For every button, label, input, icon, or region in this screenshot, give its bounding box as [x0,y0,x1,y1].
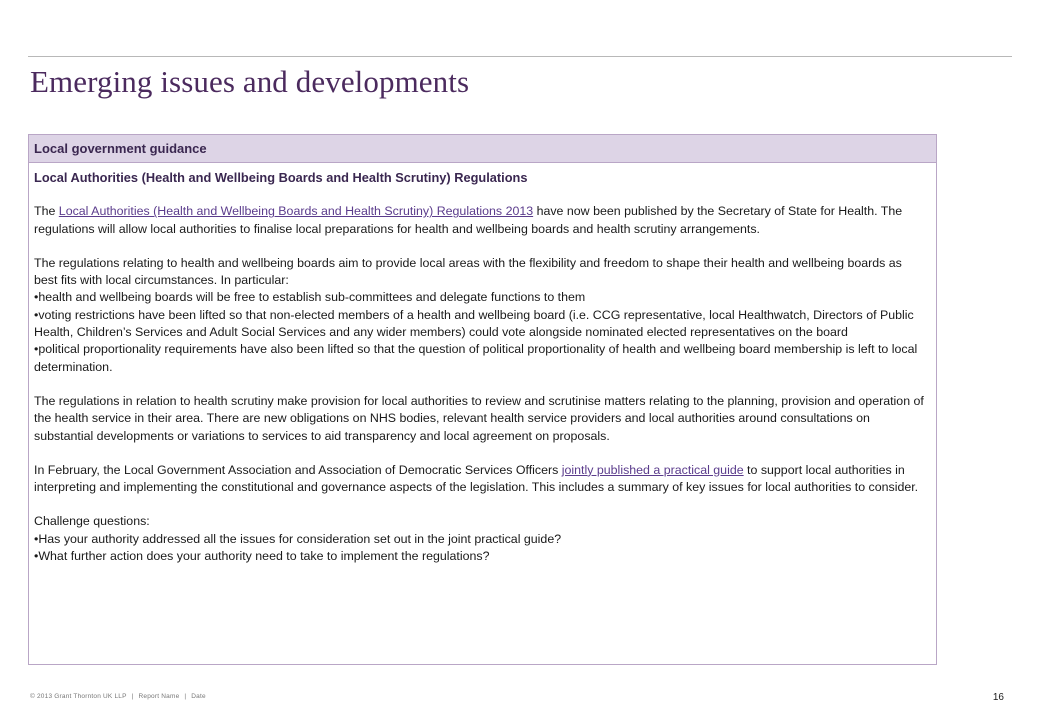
panel-body [29,163,936,565]
paragraph-intro-prefix: The [34,204,59,219]
regulations-subheading: Local Authorities (Health and Wellbeing Boards and Health Scrutiny) Regulations [34,170,528,185]
challenge-question: •Has your authority addressed all the issues for consideration set out in the joint practical guide? [34,531,562,546]
challenge-question: •What further action does your authority need to take to implement the regulations? [34,549,490,564]
footer [30,693,206,700]
top-divider [28,56,1012,57]
bullet-item: •voting restrictions have been lifted so that non-elected members of a health and wellbeing board (i.e. CCG representative, local Healthwatch, Directors of Public Health, Children’s Services and Adult Social Services and any wider members) could vote alongside nominated elected representatives on the board [34,307,914,340]
paragraph-guide-prefix: In February, the Local Government Association and Association of Democratic Services Officers [34,462,562,477]
footer-separator: | [184,693,187,700]
paragraph-scrutiny: The regulations in relation to health scrutiny make provision for local authorities to review and scrutinise matters relating to the planning, provision and operation of the health service in their area. There are new obligations on NHS bodies, relevant health service providers and local authorities around consultations on substantial developments or variations to services to aid transparency and local agreement on proposals. [34,393,924,443]
practical-guide-link[interactable]: jointly published a practical guide [561,462,744,477]
challenge-heading: Challenge questions: [34,514,150,529]
bullet-item: •health and wellbeing boards will be free to establish sub-committees and delegate functions to them [34,290,586,305]
footer-copyright: © 2013 Grant Thornton UK LLP [30,693,127,700]
footer-separator: | [131,693,134,700]
guidance-panel [28,134,937,665]
regulations-2013-link[interactable]: Local Authorities (Health and Wellbeing Boards and Health Scrutiny) Regulations 2013 [58,204,534,219]
bullet-item: •political proportionality requirements have also been lifted so that the question of political proportionality of health and wellbeing board membership is left to local determination. [34,342,918,374]
paragraph-guide-suffix: to support local authorities in interpreting and implementing the constitutional and governance aspects of the legislation. This includes a summary of key issues for local authorities to consider. [34,462,919,495]
panel-header: Local government guidance [29,135,936,163]
paragraph-intro-suffix: have now been published by the Secretary of State for Health. The regulations will allow local authorities to finalise local preparations for health and wellbeing boards and health scrutiny arrangements. [34,204,903,236]
paragraph-guide [34,462,928,497]
paragraph-hwb: The regulations relating to health and wellbeing boards aim to provide local areas with the flexibility and freedom to shape their health and wellbeing boards as best fits with local circumstances. In particular: [34,255,902,288]
page-title: Emerging issues and developments [30,64,470,99]
footer-date: Date [191,693,206,700]
footer-report-name: Report Name [138,693,180,700]
paragraph-intro [34,203,928,238]
page-number: 16 [992,692,1004,703]
